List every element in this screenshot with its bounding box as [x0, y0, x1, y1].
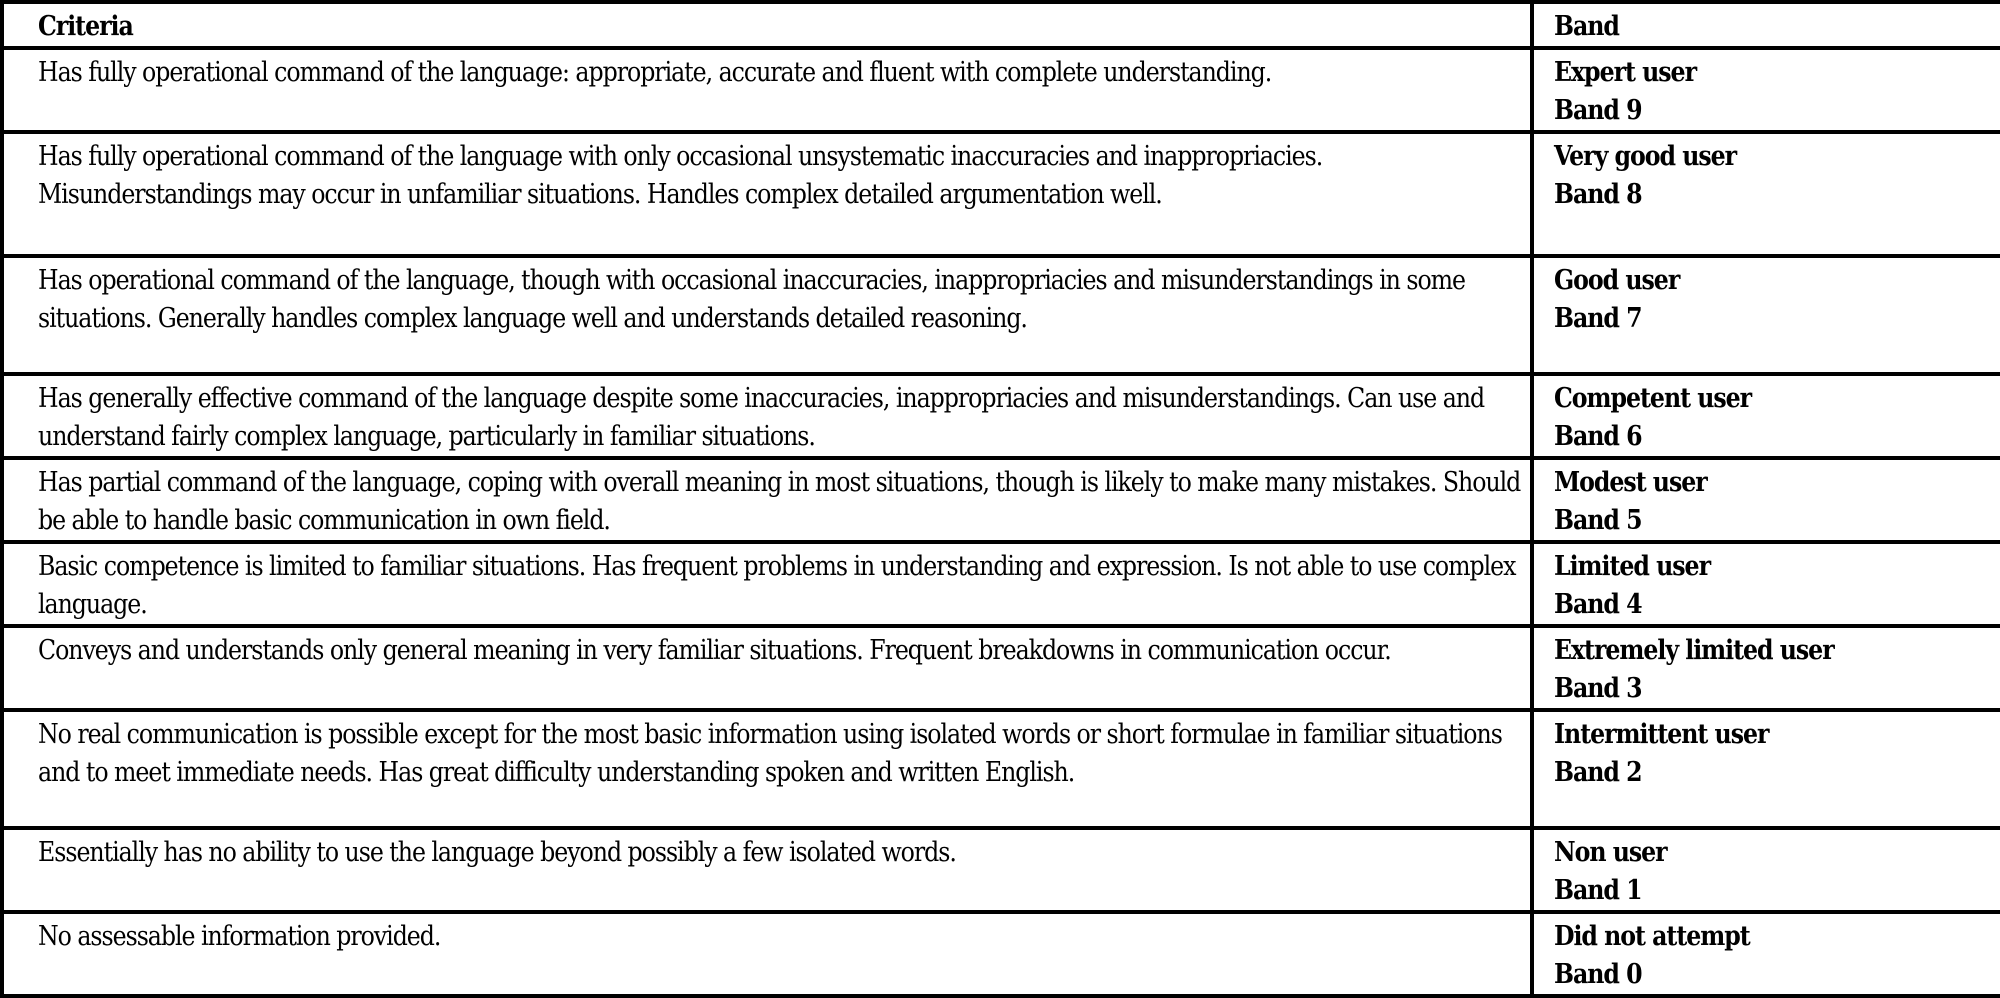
- band-user-label: Expert user: [1554, 55, 1696, 88]
- criteria-cell: No assessable information provided.: [2, 912, 1532, 996]
- criteria-cell: Has fully operational command of the language: appropriate, accurate and fluent with complete understanding.: [2, 48, 1532, 132]
- band-user-label: Limited user: [1554, 549, 1710, 582]
- table-row: [2, 48, 2000, 132]
- criteria-cell: Conveys and understands only general meaning in very familiar situations. Frequent breakdowns in communication occur.: [2, 626, 1532, 710]
- table-header-row: [2, 2, 2000, 48]
- band-cell: [1532, 828, 2000, 912]
- band-user-label: Intermittent user: [1554, 717, 1769, 750]
- band-user-label: Good user: [1554, 263, 1680, 296]
- band-cell: [1532, 912, 2000, 996]
- criteria-cell: Essentially has no ability to use the language beyond possibly a few isolated words.: [2, 828, 1532, 912]
- table-row: [2, 828, 2000, 912]
- band-number: Band 7: [1554, 302, 1642, 334]
- band-cell: [1532, 374, 2000, 458]
- band-cell: [1532, 48, 2000, 132]
- band-user-label: Extremely limited user: [1554, 633, 1834, 666]
- table-row: [2, 374, 2000, 458]
- band-user-label: Non user: [1554, 835, 1667, 868]
- band-cell: [1532, 626, 2000, 710]
- criteria-cell: No real communication is possible except for the most basic information using isolated words or short formulae in familiar situations and to meet immediate needs. Has great difficulty understanding spoken and written English.: [2, 710, 1532, 828]
- band-number: Band 4: [1554, 588, 1642, 620]
- band-number: Band 1: [1554, 874, 1642, 906]
- band-number: Band 3: [1554, 672, 1642, 704]
- band-cell: [1532, 710, 2000, 828]
- criteria-cell: Basic competence is limited to familiar situations. Has frequent problems in understanding and expression. Is not able to use complex language.: [2, 542, 1532, 626]
- header-criteria: Criteria: [2, 2, 1532, 48]
- table-row: [2, 626, 2000, 710]
- header-band: Band: [1532, 2, 2000, 48]
- criteria-cell: Has operational command of the language, though with occasional inaccuracies, inappropriacies and misunderstandings in some situations. Generally handles complex language well and understands detailed reasoning.: [2, 256, 1532, 374]
- criteria-cell: Has generally effective command of the language despite some inaccuracies, inappropriacies and misunderstandings. Can use and understand fairly complex language, particularly in familiar situations.: [2, 374, 1532, 458]
- table-row: [2, 458, 2000, 542]
- table-row: [2, 256, 2000, 374]
- band-number: Band 5: [1554, 504, 1642, 536]
- band-number: Band 8: [1554, 178, 1642, 210]
- band-number: Band 2: [1554, 756, 1642, 788]
- band-user-label: Very good user: [1554, 139, 1737, 172]
- criteria-cell: Has fully operational command of the language with only occasional unsystematic inaccuracies and inappropriacies. Misunderstandings may occur in unfamiliar situations. Handles complex detailed argumentation well.: [2, 132, 1532, 256]
- table-row: [2, 912, 2000, 996]
- band-number: Band 6: [1554, 420, 1642, 452]
- band-number: Band 0: [1554, 958, 1642, 990]
- band-cell: [1532, 132, 2000, 256]
- band-user-label: Competent user: [1554, 381, 1752, 414]
- table-row: [2, 542, 2000, 626]
- table-row: [2, 132, 2000, 256]
- band-cell: [1532, 458, 2000, 542]
- criteria-cell: Has partial command of the language, coping with overall meaning in most situations, though is likely to make many mistakes. Should be able to handle basic communication in own field.: [2, 458, 1532, 542]
- band-cell: [1532, 256, 2000, 374]
- band-cell: [1532, 542, 2000, 626]
- band-user-label: Modest user: [1554, 465, 1707, 498]
- band-number: Band 9: [1554, 94, 1642, 126]
- band-user-label: Did not attempt: [1554, 919, 1750, 952]
- table-row: [2, 710, 2000, 828]
